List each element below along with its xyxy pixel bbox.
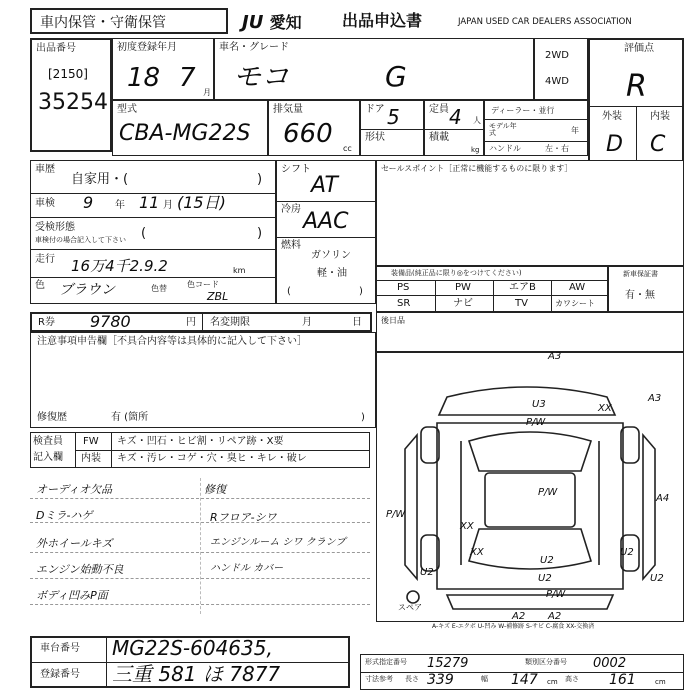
shift-box xyxy=(276,160,376,304)
diagram-mark-u2-2: U2 xyxy=(538,573,552,584)
plate-value: 三重 581 ほ 7877 xyxy=(112,662,281,686)
equip-tv: TV xyxy=(515,298,528,309)
displacement-label: 排気量 xyxy=(273,104,303,115)
class-number-label: 類別区分番号 xyxy=(525,658,567,666)
model-value: CBA-MG22S xyxy=(119,121,251,146)
storage-title: 車内保管・守衛保管 xyxy=(40,15,166,31)
handle-options: 左・右 xyxy=(545,144,569,153)
grade-divider xyxy=(590,106,684,107)
ju-logo xyxy=(242,10,302,33)
deadline-day-unit: 日 xyxy=(352,317,362,328)
model-label: 型式 xyxy=(117,104,137,115)
registration-box xyxy=(112,38,214,100)
fuel-diesel: 軽・油 xyxy=(317,268,347,279)
capacity-unit: 人 xyxy=(473,116,481,125)
chassis-label: 車台番号 xyxy=(40,643,80,654)
association-name: JAPAN USED CAR DEALERS ASSOCIATION xyxy=(458,17,632,27)
color-label: 色 xyxy=(35,280,45,291)
deadline-month-unit: 月 xyxy=(302,317,312,328)
capacity-label: 定員 xyxy=(429,104,449,115)
notes-box xyxy=(30,332,376,428)
repair-history-value: 有 (箇所 xyxy=(111,412,149,423)
color-code-label: 色コード xyxy=(187,280,219,289)
drive-4wd: 4WD xyxy=(545,76,569,87)
equipment-divider-h1 xyxy=(377,280,607,281)
inspector-divider-h xyxy=(75,450,369,451)
displacement-value: 660 xyxy=(283,119,333,149)
inspection-divider xyxy=(31,217,275,218)
model-year-label: モデル年式 xyxy=(489,122,517,137)
mileage-divider xyxy=(31,277,275,278)
displacement-box xyxy=(268,100,360,156)
shift-value: AT xyxy=(311,173,338,198)
length-label: 長さ xyxy=(405,675,419,683)
inspector-row1-label: FW xyxy=(83,436,99,447)
registration-month-unit: 月 xyxy=(203,88,211,97)
note-left-3: 外ホイールキズ xyxy=(36,537,113,550)
car-windshield xyxy=(469,432,591,471)
diagram-mark-pw-3: P/W xyxy=(386,509,406,520)
dealer-box xyxy=(484,100,588,156)
car-roof-outline xyxy=(439,387,615,415)
height-unit: cm xyxy=(655,678,666,686)
capacity-value: 4 xyxy=(449,105,462,129)
inspection-month: 11 xyxy=(139,193,160,212)
car-name-value: モコ xyxy=(233,60,290,93)
exterior-label: 外装 xyxy=(602,111,622,122)
car-diagram-box xyxy=(376,352,684,622)
mileage-unit: km xyxy=(233,266,246,275)
handle-label: ハンドル xyxy=(489,144,521,153)
chassis-box xyxy=(30,636,350,688)
dealer-divider-1 xyxy=(485,119,587,120)
equip-navi: ナビ xyxy=(453,298,473,309)
equip-airbag: エアB xyxy=(509,282,536,293)
lot-label: 出品番号 xyxy=(36,43,76,54)
mileage-label: 走行 xyxy=(35,254,55,265)
diagram-mark-a3-right: A3 xyxy=(648,393,662,404)
aircon-value: AAC xyxy=(303,209,349,234)
note-right-1: 修復 xyxy=(204,483,226,496)
lot-box xyxy=(30,38,112,152)
acceptance-close: ) xyxy=(257,226,263,241)
color-tone-label: 色替 xyxy=(151,284,167,293)
note-left-2: Dミラ-ハゲ xyxy=(36,509,93,522)
diagram-mark-u2-3: U2 xyxy=(650,573,664,584)
sales-point-box xyxy=(376,160,684,266)
history-label: 車歴 xyxy=(35,164,55,175)
diagram-mark-xx-2: XX xyxy=(460,521,474,532)
grade-value: R xyxy=(626,69,647,104)
recycle-label: R券 xyxy=(38,317,55,328)
right-side-profile xyxy=(643,435,655,579)
diagram-mark-u2-5: U2 xyxy=(620,547,634,558)
car-name-box xyxy=(214,38,534,100)
interior-label: 内装 xyxy=(650,111,670,122)
diagram-mark-u2-4: U2 xyxy=(540,555,554,566)
inspector-box xyxy=(30,432,370,468)
model-box xyxy=(112,100,268,156)
acceptance-divider xyxy=(31,249,275,250)
dealer-label: ディーラー・並行 xyxy=(491,106,555,115)
diagram-mark-u3: U3 xyxy=(532,399,546,410)
width-unit: cm xyxy=(547,678,558,686)
dealer-divider-2 xyxy=(485,141,587,142)
diagram-mark-pw-1: P/W xyxy=(526,417,546,428)
acceptance-label: 受検形態 xyxy=(35,222,75,233)
registration-label: 初度登録年月 xyxy=(117,42,177,53)
car-roof xyxy=(485,473,575,527)
inspection-label: 車検 xyxy=(35,198,55,209)
shift-label: シフト xyxy=(281,164,311,175)
registration-month: 7 xyxy=(179,63,196,93)
fuel-gasoline: ガソリン xyxy=(311,250,351,261)
equipment-label: 装備品(純正品に限り◎をつけてください) xyxy=(391,269,522,277)
diagram-mark-u2-1: U2 xyxy=(420,567,434,578)
inspection-month-unit: 月 xyxy=(163,200,173,211)
note-left-5: ボディ凹みP面 xyxy=(36,589,108,602)
diagram-mark-a2-2: A2 xyxy=(548,611,562,622)
diagram-mark-pw-2: P/W xyxy=(538,487,558,498)
recycle-value: 9780 xyxy=(90,312,131,331)
interior-value: C xyxy=(650,132,666,157)
diagram-mark-a3-top: A3 xyxy=(548,351,562,362)
capacity-box xyxy=(424,100,484,156)
car-rear-bumper xyxy=(447,595,613,609)
logo-text: 愛知 xyxy=(269,13,302,32)
car-body-outline xyxy=(437,423,623,589)
lot-number: 35254 xyxy=(38,90,108,115)
equip-pw: PW xyxy=(455,282,471,293)
equipment-divider-v1 xyxy=(435,280,436,312)
lot-sub-number: [2150] xyxy=(48,67,88,81)
inspector-label-1: 検査員 xyxy=(33,436,63,447)
recycle-divider xyxy=(202,314,203,330)
type-number-label: 形式指定番号 xyxy=(365,658,407,666)
inspection-year-unit: 年 xyxy=(115,200,125,211)
car-diagram xyxy=(377,353,683,621)
warranty-label: 新車保証書 xyxy=(623,270,658,278)
grade-sub-divider xyxy=(636,106,637,162)
doors-box xyxy=(360,100,424,156)
spare-tire xyxy=(407,591,419,603)
acceptance-open: ( xyxy=(141,226,147,241)
left-side-profile xyxy=(405,435,417,579)
equipment-divider-v3 xyxy=(551,280,552,312)
class-number-value: 0002 xyxy=(593,656,627,671)
inspector-row1-items: キズ・凹石・ヒビ割・リペア跡・X要 xyxy=(117,436,284,447)
diagram-mark-xx-1: XX xyxy=(598,403,612,414)
diagram-mark-a4: A4 xyxy=(656,493,670,504)
chassis-value: MG22S-604635, xyxy=(112,636,273,660)
fuel-label: 燃料 xyxy=(281,240,301,251)
recycle-unit: 円 xyxy=(186,317,196,328)
plate-label: 登録番号 xyxy=(40,669,80,680)
equip-sr: SR xyxy=(397,298,411,309)
warranty-options: 有・無 xyxy=(625,290,655,301)
equipment-box xyxy=(376,266,608,312)
equip-aw: AW xyxy=(569,282,586,293)
repair-history-close: ) xyxy=(361,412,365,423)
chassis-label-divider xyxy=(106,638,107,686)
grade-label: 評価点 xyxy=(624,43,654,54)
aircon-divider xyxy=(277,237,375,238)
grade-box xyxy=(588,38,684,162)
doors-label: ドア xyxy=(365,104,385,115)
fuel-paren-close: ) xyxy=(359,286,363,297)
shape-label: 形状 xyxy=(365,132,385,143)
history-value: 自家用・( xyxy=(71,172,129,187)
height-label: 高さ xyxy=(565,675,579,683)
sheet-title: 出品申込書 xyxy=(342,11,423,30)
drive-2wd: 2WD xyxy=(545,50,569,61)
width-label: 幅 xyxy=(481,675,488,683)
note-left-1: オーディオ欠品 xyxy=(36,483,113,496)
height-value: 161 xyxy=(609,672,636,688)
diagram-mark-a2-1: A2 xyxy=(512,611,526,622)
specs-box xyxy=(360,654,684,690)
after-parts-label: 後日品 xyxy=(381,316,405,325)
inspector-row2-items: キズ・汚レ・コゲ・穴・臭ヒ・キレ・破レ xyxy=(117,453,307,464)
sales-point-label: セールスポイント［正常に機能するものに限ります］ xyxy=(381,164,573,173)
inspection-year: 9 xyxy=(83,193,94,212)
equipment-divider-v2 xyxy=(493,280,494,312)
note-left-4: エンジン始動不良 xyxy=(36,563,124,576)
diagram-mark-pw-4: P/W xyxy=(546,589,566,600)
logo-mark: JU xyxy=(242,12,264,33)
storage-title-box xyxy=(30,8,228,34)
aircon-label: 冷房 xyxy=(281,204,301,215)
history-box xyxy=(30,160,276,304)
exterior-value: D xyxy=(606,132,623,157)
inspector-label-2: 記入欄 xyxy=(33,452,63,463)
car-name-label: 車名・グレード xyxy=(219,42,289,53)
length-value: 339 xyxy=(427,672,454,688)
shift-divider xyxy=(277,201,375,202)
mileage-value: 16万4千2.9.2 xyxy=(71,257,168,275)
drive-box xyxy=(534,38,588,100)
type-number-value: 15279 xyxy=(427,656,469,671)
registration-year: 18 xyxy=(127,63,161,93)
after-parts-box xyxy=(376,312,684,352)
history-close: ) xyxy=(257,172,263,187)
fuel-paren-open: ( xyxy=(287,286,291,297)
repair-history-label: 修復歴 xyxy=(37,412,67,423)
deadline-label: 名変期限 xyxy=(210,317,250,328)
equipment-divider-h2 xyxy=(377,295,607,296)
equip-leather-seat: カワシート xyxy=(555,299,595,308)
inspection-day: (15日) xyxy=(177,193,226,212)
inspector-row2-label: 内装 xyxy=(81,453,101,464)
doors-value: 5 xyxy=(387,105,400,129)
color-value: ブラウン xyxy=(59,282,115,298)
diagram-legend: A-キズ E-エクボ U-凹み W-補修跡 S-サビ C-腐食 XX-交換済 xyxy=(432,623,595,630)
dimension-label: 寸法参考 xyxy=(365,675,393,683)
car-rear-glass xyxy=(469,529,591,569)
note-right-2: Rフロア-シワ xyxy=(210,511,277,524)
width-value: 147 xyxy=(511,672,538,688)
diagram-mark-xx-3: XX xyxy=(470,547,484,558)
model-year-unit: 年 xyxy=(571,126,579,135)
acceptance-sub: 車検付の場合記入して下さい xyxy=(35,236,126,244)
notes-label: 注意事項申告欄［不具合内容等は具体的に記入して下さい］ xyxy=(37,336,307,347)
spare-label: スペア xyxy=(398,603,422,612)
equip-ps: PS xyxy=(397,282,410,293)
capacity-divider xyxy=(425,129,483,130)
warranty-box xyxy=(608,266,684,312)
doors-divider xyxy=(361,129,423,130)
note-right-3: エンジンルーム シワ クランプ xyxy=(210,537,346,548)
color-code-value: ZBL xyxy=(207,290,229,303)
car-grade-value: G xyxy=(385,60,407,93)
recycle-box xyxy=(30,312,372,332)
displacement-unit: cc xyxy=(343,144,352,153)
load-label: 積載 xyxy=(429,132,449,143)
load-unit: kg xyxy=(471,146,480,154)
note-right-4: ハンドル カバー xyxy=(210,563,284,574)
note-column-divider xyxy=(200,478,201,614)
